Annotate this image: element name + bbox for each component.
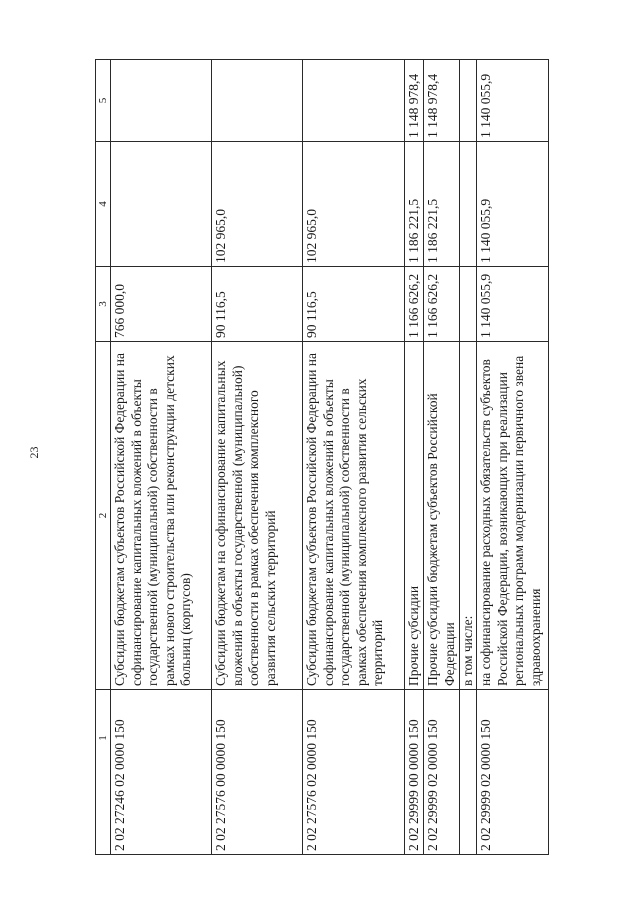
amount-col4: 1 186 221,5 (425, 198, 440, 263)
amount-col5: 1 148 978,4 (406, 73, 421, 138)
amount-cell-col3 (460, 267, 477, 342)
description-cell (424, 342, 460, 690)
amount-cell-col4 (303, 142, 405, 267)
amount-col3: 1 166 626,2 (425, 273, 440, 338)
amount-col4: 1 186 221,5 (406, 198, 421, 263)
description-line: собственности в рамках обеспечения комплексного (246, 390, 261, 686)
description-line: Федерации (441, 622, 457, 686)
table-row (460, 60, 477, 855)
amount-col4: 102 965,0 (304, 209, 319, 263)
column-number-3: 3 (96, 267, 111, 342)
budget-code-cell (405, 690, 424, 855)
description-line: Прочие субсидии бюджетам субъектов Российской (425, 393, 440, 686)
column-number-4: 4 (96, 142, 111, 267)
amount-col5: 1 140 055,9 (478, 73, 493, 138)
description-line: рамках нового строительства или реконструкции детских (161, 355, 177, 686)
amount-cell-col4 (424, 142, 460, 267)
amount-col5: 1 148 978,4 (425, 73, 440, 138)
amount-cell-col3 (212, 267, 303, 342)
table-header-row (96, 60, 111, 855)
amount-col3: 766 000,0 (112, 284, 127, 338)
amount-cell-col3 (424, 267, 460, 342)
amount-cell-col3 (477, 267, 549, 342)
description-line: больниц (корпусов) (178, 573, 193, 686)
budget-code: 2 02 29999 02 0000 150 (478, 719, 493, 851)
budget-code-cell (111, 690, 212, 855)
table-row (477, 60, 549, 855)
table-row (303, 60, 405, 855)
table-row (212, 60, 303, 855)
amount-col3: 90 116,5 (304, 291, 319, 338)
budget-code-cell (303, 690, 405, 855)
amount-cell-col4 (460, 142, 477, 267)
description-cell (477, 342, 549, 690)
amount-cell-col5 (460, 60, 477, 142)
description-line: в том числе: (460, 615, 475, 686)
budget-code-cell (212, 690, 303, 855)
description-line: Субсидии бюджетам субъектов Российской Федерации на (304, 352, 319, 686)
description-line: государственной (муниципальной) собственности в (337, 388, 352, 686)
description-line: софинансирование капитальных вложений в объекты (320, 379, 336, 686)
amount-cell-col5 (405, 60, 424, 142)
amount-col4: 102 965,0 (213, 209, 228, 263)
description-line: государственной (муниципальной) собственности в (145, 388, 160, 686)
budget-code: 2 02 27576 00 0000 150 (213, 719, 228, 851)
column-number-1: 1 (96, 690, 111, 855)
budget-code: 2 02 27576 02 0000 150 (304, 719, 319, 851)
amount-cell-col4 (405, 142, 424, 267)
amount-cell-col3 (303, 267, 405, 342)
description-line: здравоохранения (527, 588, 543, 686)
budget-code: 2 02 29999 02 0000 150 (425, 719, 440, 851)
description-line: региональных программ модернизации первичного звена (511, 355, 526, 686)
amount-cell-col5 (303, 60, 405, 142)
amount-cell-col3 (405, 267, 424, 342)
column-number-5: 5 (96, 60, 111, 142)
table-row (111, 60, 212, 855)
description-line: Российской Федерации, возникающих при реализации (494, 372, 510, 686)
amount-col4: 1 140 055,9 (478, 198, 493, 263)
description-cell (460, 342, 477, 690)
amount-cell-col4 (477, 142, 549, 267)
description-line: территорий (370, 619, 385, 686)
amount-cell-col3 (111, 267, 212, 342)
budget-code-cell (424, 690, 460, 855)
budget-code: 2 02 29999 00 0000 150 (406, 719, 421, 851)
description-line: вложений в объекты государственной (муниципальной) (229, 365, 245, 686)
amount-col3: 90 116,5 (213, 291, 228, 338)
amount-cell-col5 (212, 60, 303, 142)
table-row (424, 60, 460, 855)
description-line: Субсидии бюджетам на софинансирование капитальных (213, 360, 228, 686)
description-cell (111, 342, 212, 690)
description-cell (212, 342, 303, 690)
description-line: развития сельских территорий (262, 510, 278, 686)
description-line: рамках обеспечения комплексного развития сельских (353, 378, 369, 686)
amount-cell-col5 (111, 60, 212, 142)
description-line: софинансирование капитальных вложений в объекты (128, 379, 144, 686)
table-row (405, 60, 424, 855)
description-cell (303, 342, 405, 690)
description-line: Субсидии бюджетам субъектов Российской Федерации на (112, 352, 127, 686)
amount-col3: 1 140 055,9 (478, 273, 493, 338)
budget-code-cell (477, 690, 549, 855)
column-number-2: 2 (96, 342, 111, 690)
description-line: Прочие субсидии (406, 585, 421, 686)
description-line: на софинансирование расходных обязательств субъектов (478, 359, 493, 686)
budget-table (95, 59, 549, 855)
amount-col3: 1 166 626,2 (406, 273, 421, 338)
amount-cell-col4 (111, 142, 212, 267)
budget-code: 2 02 27246 02 0000 150 (112, 719, 127, 851)
amount-cell-col5 (424, 60, 460, 142)
page-number: 23 (27, 446, 41, 459)
budget-code-cell (460, 690, 477, 855)
description-cell (405, 342, 424, 690)
amount-cell-col5 (477, 60, 549, 142)
amount-cell-col4 (212, 142, 303, 267)
